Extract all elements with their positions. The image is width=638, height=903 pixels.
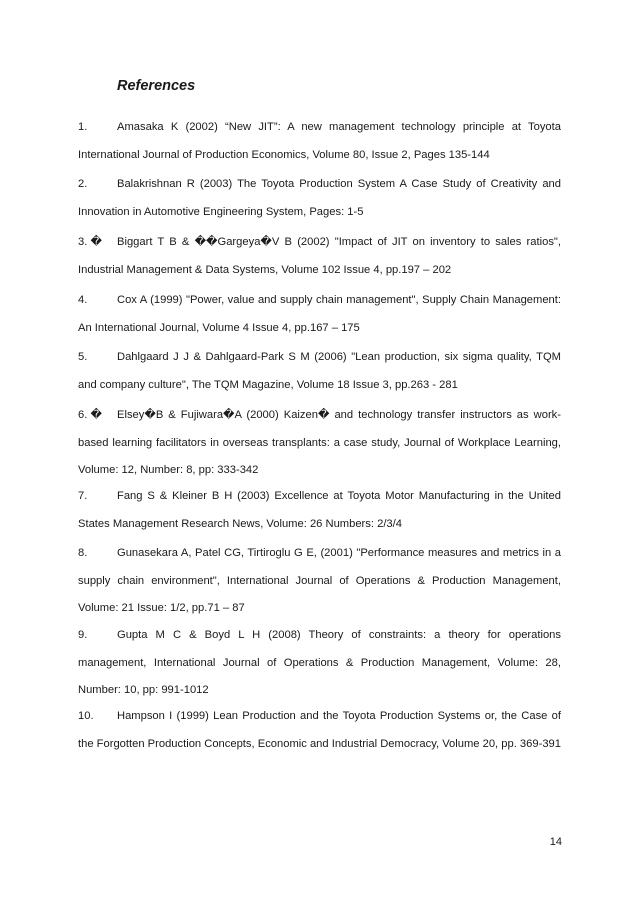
reference-number: 6. �	[78, 409, 102, 421]
reference-text: Hampson I (1999) Lean Production and the Toyota Production Systems or, the Case of the Forgotten Production Concepts, Economic and Industrial Democracy, Volume 20, pp. 369-391	[78, 710, 561, 750]
reference-item-3	[78, 229, 561, 284]
reference-number: 8.	[78, 547, 88, 559]
reference-item-4	[78, 287, 561, 342]
reference-number: 10.	[78, 710, 94, 722]
reference-item-9	[78, 622, 561, 705]
references-heading: References	[117, 78, 196, 94]
reference-item-2	[78, 171, 561, 226]
reference-text: Fang S & Kleiner B H (2003) Excellence at Toyota Motor Manufacturing in the United States Management Research News, Volume: 26 Numbers: 2/3/4	[78, 490, 561, 530]
reference-text: Balakrishnan R (2003) The Toyota Production System A Case Study of Creativity and Innovation in Automotive Engineering System, Pages: 1-5	[78, 178, 561, 218]
reference-item-1	[78, 114, 561, 169]
reference-text: Gupta M C & Boyd L H (2008) Theory of constraints: a theory for operations management, International Journal of Operations & Production Management, Volume: 28, Number: 10, pp: 991-1012	[78, 629, 561, 696]
reference-text: Dahlgaard J J & Dahlgaard-Park S M (2006) "Lean production, six sigma quality, TQM and company culture", The TQM Magazine, Volume 18 Issue 3, pp.263 - 281	[78, 351, 561, 391]
reference-item-8	[78, 540, 561, 623]
reference-text: Cox A (1999) "Power, value and supply chain management", Supply Chain Management: An International Journal, Volume 4 Issue 4, pp.167 – 175	[78, 294, 561, 334]
reference-text: Gunasekara A, Patel CG, Tirtiroglu G E, (2001) "Performance measures and metrics in a supply chain environment", International Journal of Operations & Production Management, Volume: 21 Issue: 1/2, pp.71 – 87	[78, 547, 561, 614]
reference-number: 3. �	[78, 236, 102, 248]
reference-number: 9.	[78, 629, 88, 641]
reference-number: 7.	[78, 490, 88, 502]
reference-text: Amasaka K (2002) “New JIT”: A new management technology principle at Toyota International Journal of Production Economics, Volume 80, Issue 2, Pages 135-144	[78, 121, 561, 161]
reference-item-10	[78, 703, 561, 758]
reference-item-5	[78, 344, 561, 399]
page-number: 14	[549, 836, 562, 848]
reference-text: Elsey�B & Fujiwara�A (2000) Kaizen� and technology transfer instructors as work-based learning facilitators in overseas transplants: a case study, Journal of Workplace Learning, Volume: 12, Number: 8, pp: 333-342	[78, 409, 561, 476]
reference-item-6	[78, 402, 561, 485]
reference-number: 5.	[78, 351, 88, 363]
reference-number: 1.	[78, 121, 88, 133]
reference-number: 2.	[78, 178, 88, 190]
reference-item-7	[78, 483, 561, 538]
reference-text: Biggart T B & ��Gargeya�V B (2002) "Impact of JIT on inventory to sales ratios", Industrial Management & Data Systems, Volume 102 Issue 4, pp.197 – 202	[78, 236, 561, 276]
reference-number: 4.	[78, 294, 88, 306]
